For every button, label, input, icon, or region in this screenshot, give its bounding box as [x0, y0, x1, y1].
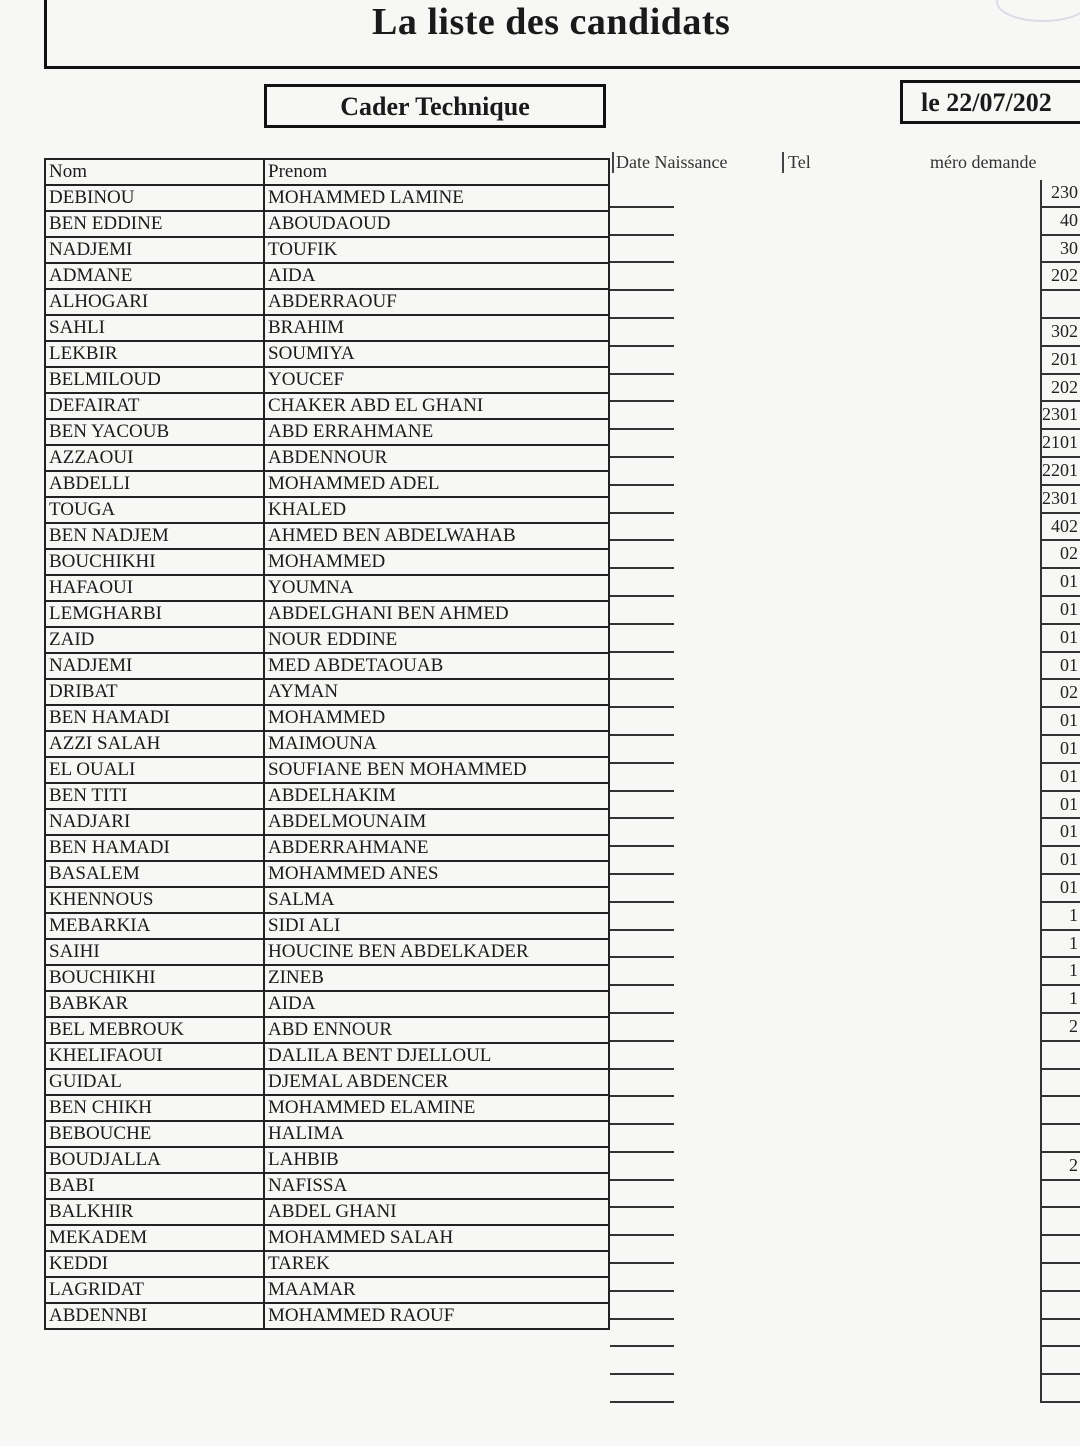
cell-prenom: ABDELGHANI BEN AHMED — [264, 601, 609, 627]
cell-nom: DRIBAT — [45, 679, 264, 705]
date-cell-line — [610, 875, 674, 903]
cell-numero: 1 — [1040, 986, 1080, 1014]
date-box: le 22/07/202 — [900, 80, 1080, 124]
cell-prenom: ABDELHAKIM — [264, 783, 609, 809]
header-numero-demande: méro demande — [930, 152, 1037, 172]
table-row — [45, 1017, 609, 1043]
cell-nom: BELMILOUD — [45, 367, 264, 393]
cell-numero: 202 — [1040, 263, 1080, 291]
cell-numero: 40 — [1040, 208, 1080, 236]
header-date-naissance: Date Naissance — [612, 152, 727, 173]
table-row — [45, 835, 609, 861]
cell-prenom: TAREK — [264, 1251, 609, 1277]
date-cell-line — [610, 1236, 674, 1264]
cell-nom: DEBINOU — [45, 185, 264, 211]
date-cell-line — [610, 931, 674, 959]
date-cell-line — [610, 1014, 674, 1042]
cell-nom: BASALEM — [45, 861, 264, 887]
cell-nom: BABI — [45, 1173, 264, 1199]
table-row — [45, 1121, 609, 1147]
cell-prenom: ABD ERRAHMANE — [264, 419, 609, 445]
cell-nom: BOUCHIKHI — [45, 549, 264, 575]
cell-nom: MEBARKIA — [45, 913, 264, 939]
cell-nom: BEN TITI — [45, 783, 264, 809]
cell-prenom: AIDA — [264, 991, 609, 1017]
date-cell-line — [610, 1347, 674, 1375]
cell-prenom: ZINEB — [264, 965, 609, 991]
cell-prenom: MOHAMMED ANES — [264, 861, 609, 887]
cell-numero: 2301 — [1040, 402, 1080, 430]
date-cell-line — [610, 903, 674, 931]
table-row — [45, 913, 609, 939]
cell-nom: MEKADEM — [45, 1225, 264, 1251]
cell-prenom: YOUCEF — [264, 367, 609, 393]
cell-prenom: SALMA — [264, 887, 609, 913]
cell-numero: 201 — [1040, 347, 1080, 375]
table-row — [45, 315, 609, 341]
cell-prenom: NAFISSA — [264, 1173, 609, 1199]
date-cell-line — [610, 347, 674, 375]
date-cell-line — [610, 291, 674, 319]
date-cell-line — [610, 986, 674, 1014]
date-cell-line — [610, 1042, 674, 1070]
table-row — [45, 939, 609, 965]
cell-numero: 1 — [1040, 931, 1080, 959]
cell-numero: 01 — [1040, 653, 1080, 681]
date-cell-line — [610, 430, 674, 458]
date-cell-line — [610, 236, 674, 264]
cell-nom: BEN CHIKH — [45, 1095, 264, 1121]
cell-prenom: MOHAMMED — [264, 549, 609, 575]
table-row — [45, 1225, 609, 1251]
table-row — [45, 1303, 609, 1329]
cell-prenom: SOUMIYA — [264, 341, 609, 367]
cell-numero — [1040, 1042, 1080, 1070]
cell-numero: 01 — [1040, 792, 1080, 820]
date-cell-line — [610, 847, 674, 875]
cell-numero — [1040, 1375, 1080, 1403]
cell-numero — [1040, 291, 1080, 319]
cell-prenom: AIDA — [264, 263, 609, 289]
table-row — [45, 1199, 609, 1225]
cell-nom: NADJEMI — [45, 653, 264, 679]
cell-prenom: LAHBIB — [264, 1147, 609, 1173]
cell-numero: 01 — [1040, 819, 1080, 847]
cell-numero: 2 — [1040, 1153, 1080, 1181]
cell-numero — [1040, 1292, 1080, 1320]
date-cell-line — [610, 1208, 674, 1236]
cell-prenom: CHAKER ABD EL GHANI — [264, 393, 609, 419]
cell-numero — [1040, 1070, 1080, 1098]
table-row — [45, 1147, 609, 1173]
table-row — [45, 185, 609, 211]
table-row — [45, 211, 609, 237]
cell-nom: LAGRIDAT — [45, 1277, 264, 1303]
date-cell-line — [610, 263, 674, 291]
cell-prenom: HOUCINE BEN ABDELKADER — [264, 939, 609, 965]
cell-nom: KHENNOUS — [45, 887, 264, 913]
cell-prenom: MED ABDETAOUAB — [264, 653, 609, 679]
cell-nom: BEN HAMADI — [45, 705, 264, 731]
cell-prenom: TOUFIK — [264, 237, 609, 263]
date-cell-line — [610, 1292, 674, 1320]
cell-prenom: MOHAMMED RAOUF — [264, 1303, 609, 1329]
table-row — [45, 575, 609, 601]
cell-nom: BOUCHIKHI — [45, 965, 264, 991]
cell-numero: 01 — [1040, 597, 1080, 625]
date-column-lines — [610, 180, 674, 1403]
cell-numero: 01 — [1040, 569, 1080, 597]
table-row — [45, 1069, 609, 1095]
table-row — [45, 1043, 609, 1069]
cell-prenom: MAIMOUNA — [264, 731, 609, 757]
table-row — [45, 965, 609, 991]
cell-prenom: ABDERRAHMANE — [264, 835, 609, 861]
table-row — [45, 549, 609, 575]
cell-prenom: SOUFIANE BEN MOHAMMED — [264, 757, 609, 783]
date-cell-line — [610, 1070, 674, 1098]
table-row — [45, 991, 609, 1017]
header-tel: Tel — [782, 152, 811, 173]
cell-prenom: MOHAMMED SALAH — [264, 1225, 609, 1251]
date-cell-line — [610, 680, 674, 708]
date-cell-line — [610, 708, 674, 736]
cell-prenom: ABDENNOUR — [264, 445, 609, 471]
cell-numero — [1040, 1264, 1080, 1292]
date-cell-line — [610, 1264, 674, 1292]
cell-nom: ZAID — [45, 627, 264, 653]
cell-nom: GUIDAL — [45, 1069, 264, 1095]
cell-nom: ADMANE — [45, 263, 264, 289]
cell-nom: ABDENNBI — [45, 1303, 264, 1329]
table-row — [45, 1277, 609, 1303]
cell-numero: 01 — [1040, 847, 1080, 875]
date-cell-line — [610, 1320, 674, 1348]
table-row — [45, 237, 609, 263]
cell-numero: 01 — [1040, 875, 1080, 903]
date-cell-line — [610, 792, 674, 820]
cell-prenom: DJEMAL ABDENCER — [264, 1069, 609, 1095]
cell-nom: SAIHI — [45, 939, 264, 965]
cell-numero: 302 — [1040, 319, 1080, 347]
cell-nom: BABKAR — [45, 991, 264, 1017]
cell-numero — [1040, 1208, 1080, 1236]
date-cell-line — [610, 653, 674, 681]
cell-numero — [1040, 1347, 1080, 1375]
cell-nom: BEN NADJEM — [45, 523, 264, 549]
cell-nom: EL OUALI — [45, 757, 264, 783]
table-row — [45, 653, 609, 679]
cell-prenom: ABDELMOUNAIM — [264, 809, 609, 835]
date-cell-line — [610, 541, 674, 569]
table-row — [45, 1173, 609, 1199]
cell-prenom: HALIMA — [264, 1121, 609, 1147]
cell-nom: BALKHIR — [45, 1199, 264, 1225]
table-row — [45, 289, 609, 315]
date-cell-line — [610, 958, 674, 986]
candidates-table — [44, 158, 610, 1330]
numero-column — [1040, 180, 1080, 1403]
cell-numero: 2101 — [1040, 430, 1080, 458]
cell-nom: SAHLI — [45, 315, 264, 341]
cell-nom: BEN HAMADI — [45, 835, 264, 861]
table-row — [45, 757, 609, 783]
cell-nom: AZZAOUI — [45, 445, 264, 471]
header-nom: Nom — [45, 159, 264, 185]
cell-numero — [1040, 1097, 1080, 1125]
cell-prenom: ABDERRAOUF — [264, 289, 609, 315]
cell-nom: ALHOGARI — [45, 289, 264, 315]
table-row — [45, 861, 609, 887]
table-row — [45, 471, 609, 497]
cell-prenom: ABOUDAOUD — [264, 211, 609, 237]
date-cell-line — [610, 1153, 674, 1181]
cell-prenom: KHALED — [264, 497, 609, 523]
cell-numero — [1040, 1236, 1080, 1264]
cell-nom: LEMGHARBI — [45, 601, 264, 627]
cell-nom: NADJARI — [45, 809, 264, 835]
cell-nom: DEFAIRAT — [45, 393, 264, 419]
table-row — [45, 445, 609, 471]
date-cell-line — [610, 1375, 674, 1403]
date-cell-line — [610, 208, 674, 236]
cell-numero — [1040, 1125, 1080, 1153]
date-cell-line — [610, 569, 674, 597]
cell-numero: 2 — [1040, 1014, 1080, 1042]
cell-prenom: MOHAMMED LAMINE — [264, 185, 609, 211]
cell-nom: BEBOUCHE — [45, 1121, 264, 1147]
cell-prenom: MOHAMMED ELAMINE — [264, 1095, 609, 1121]
cell-nom: BEN YACOUB — [45, 419, 264, 445]
cell-prenom: BRAHIM — [264, 315, 609, 341]
cell-numero: 202 — [1040, 375, 1080, 403]
date-cell-line — [610, 458, 674, 486]
cell-nom: TOUGA — [45, 497, 264, 523]
cell-prenom: YOUMNA — [264, 575, 609, 601]
cell-prenom: MOHAMMED — [264, 705, 609, 731]
cell-prenom: AHMED BEN ABDELWAHAB — [264, 523, 609, 549]
cell-numero: 402 — [1040, 514, 1080, 542]
cell-numero: 01 — [1040, 625, 1080, 653]
cell-numero — [1040, 1320, 1080, 1348]
cell-nom: KEDDI — [45, 1251, 264, 1277]
cell-nom: ABDELLI — [45, 471, 264, 497]
cell-numero — [1040, 1181, 1080, 1209]
cell-numero: 230 — [1040, 180, 1080, 208]
table-row — [45, 393, 609, 419]
date-cell-line — [610, 736, 674, 764]
cell-nom: AZZI SALAH — [45, 731, 264, 757]
cell-prenom: NOUR EDDINE — [264, 627, 609, 653]
date-cell-line — [610, 597, 674, 625]
cell-numero: 1 — [1040, 958, 1080, 986]
date-cell-line — [610, 180, 674, 208]
cell-numero: 1 — [1040, 903, 1080, 931]
date-cell-line — [610, 819, 674, 847]
cell-prenom: ABD ENNOUR — [264, 1017, 609, 1043]
cell-nom: BEL MEBROUK — [45, 1017, 264, 1043]
cell-numero: 01 — [1040, 764, 1080, 792]
cell-numero: 2301 — [1040, 486, 1080, 514]
date-cell-line — [610, 514, 674, 542]
table-row — [45, 705, 609, 731]
cell-prenom: AYMAN — [264, 679, 609, 705]
table-row — [45, 601, 609, 627]
table-row — [45, 887, 609, 913]
cell-nom: LEKBIR — [45, 341, 264, 367]
cell-numero: 30 — [1040, 236, 1080, 264]
table-row — [45, 783, 609, 809]
cell-nom: KHELIFAOUI — [45, 1043, 264, 1069]
date-cell-line — [610, 486, 674, 514]
table-row — [45, 731, 609, 757]
table-row — [45, 341, 609, 367]
cell-numero: 2201 — [1040, 458, 1080, 486]
table-row — [45, 1095, 609, 1121]
table-row — [45, 627, 609, 653]
cell-prenom: SIDI ALI — [264, 913, 609, 939]
date-cell-line — [610, 402, 674, 430]
date-cell-line — [610, 1181, 674, 1209]
cell-nom: BOUDJALLA — [45, 1147, 264, 1173]
table-header-row — [45, 159, 609, 185]
date-cell-line — [610, 764, 674, 792]
header-prenom: Prenom — [264, 159, 609, 185]
table-row — [45, 1251, 609, 1277]
cell-prenom: MOHAMMED ADEL — [264, 471, 609, 497]
subtitle-box: Cader Technique — [264, 84, 606, 128]
cell-numero: 01 — [1040, 736, 1080, 764]
cell-nom: HAFAOUI — [45, 575, 264, 601]
cell-numero: 02 — [1040, 680, 1080, 708]
date-cell-line — [610, 375, 674, 403]
table-row — [45, 497, 609, 523]
table-row — [45, 809, 609, 835]
table-row — [45, 523, 609, 549]
table-row — [45, 263, 609, 289]
date-cell-line — [610, 1125, 674, 1153]
date-cell-line — [610, 625, 674, 653]
date-cell-line — [610, 319, 674, 347]
cell-prenom: ABDEL GHANI — [264, 1199, 609, 1225]
date-cell-line — [610, 1097, 674, 1125]
table-row — [45, 679, 609, 705]
cell-prenom: DALILA BENT DJELLOUL — [264, 1043, 609, 1069]
cell-nom: BEN EDDINE — [45, 211, 264, 237]
cell-numero: 01 — [1040, 708, 1080, 736]
table-row — [45, 367, 609, 393]
page-title: La liste des candidats — [372, 1, 731, 43]
cell-nom: NADJEMI — [45, 237, 264, 263]
cell-numero: 02 — [1040, 541, 1080, 569]
table-row — [45, 419, 609, 445]
cell-prenom: MAAMAR — [264, 1277, 609, 1303]
